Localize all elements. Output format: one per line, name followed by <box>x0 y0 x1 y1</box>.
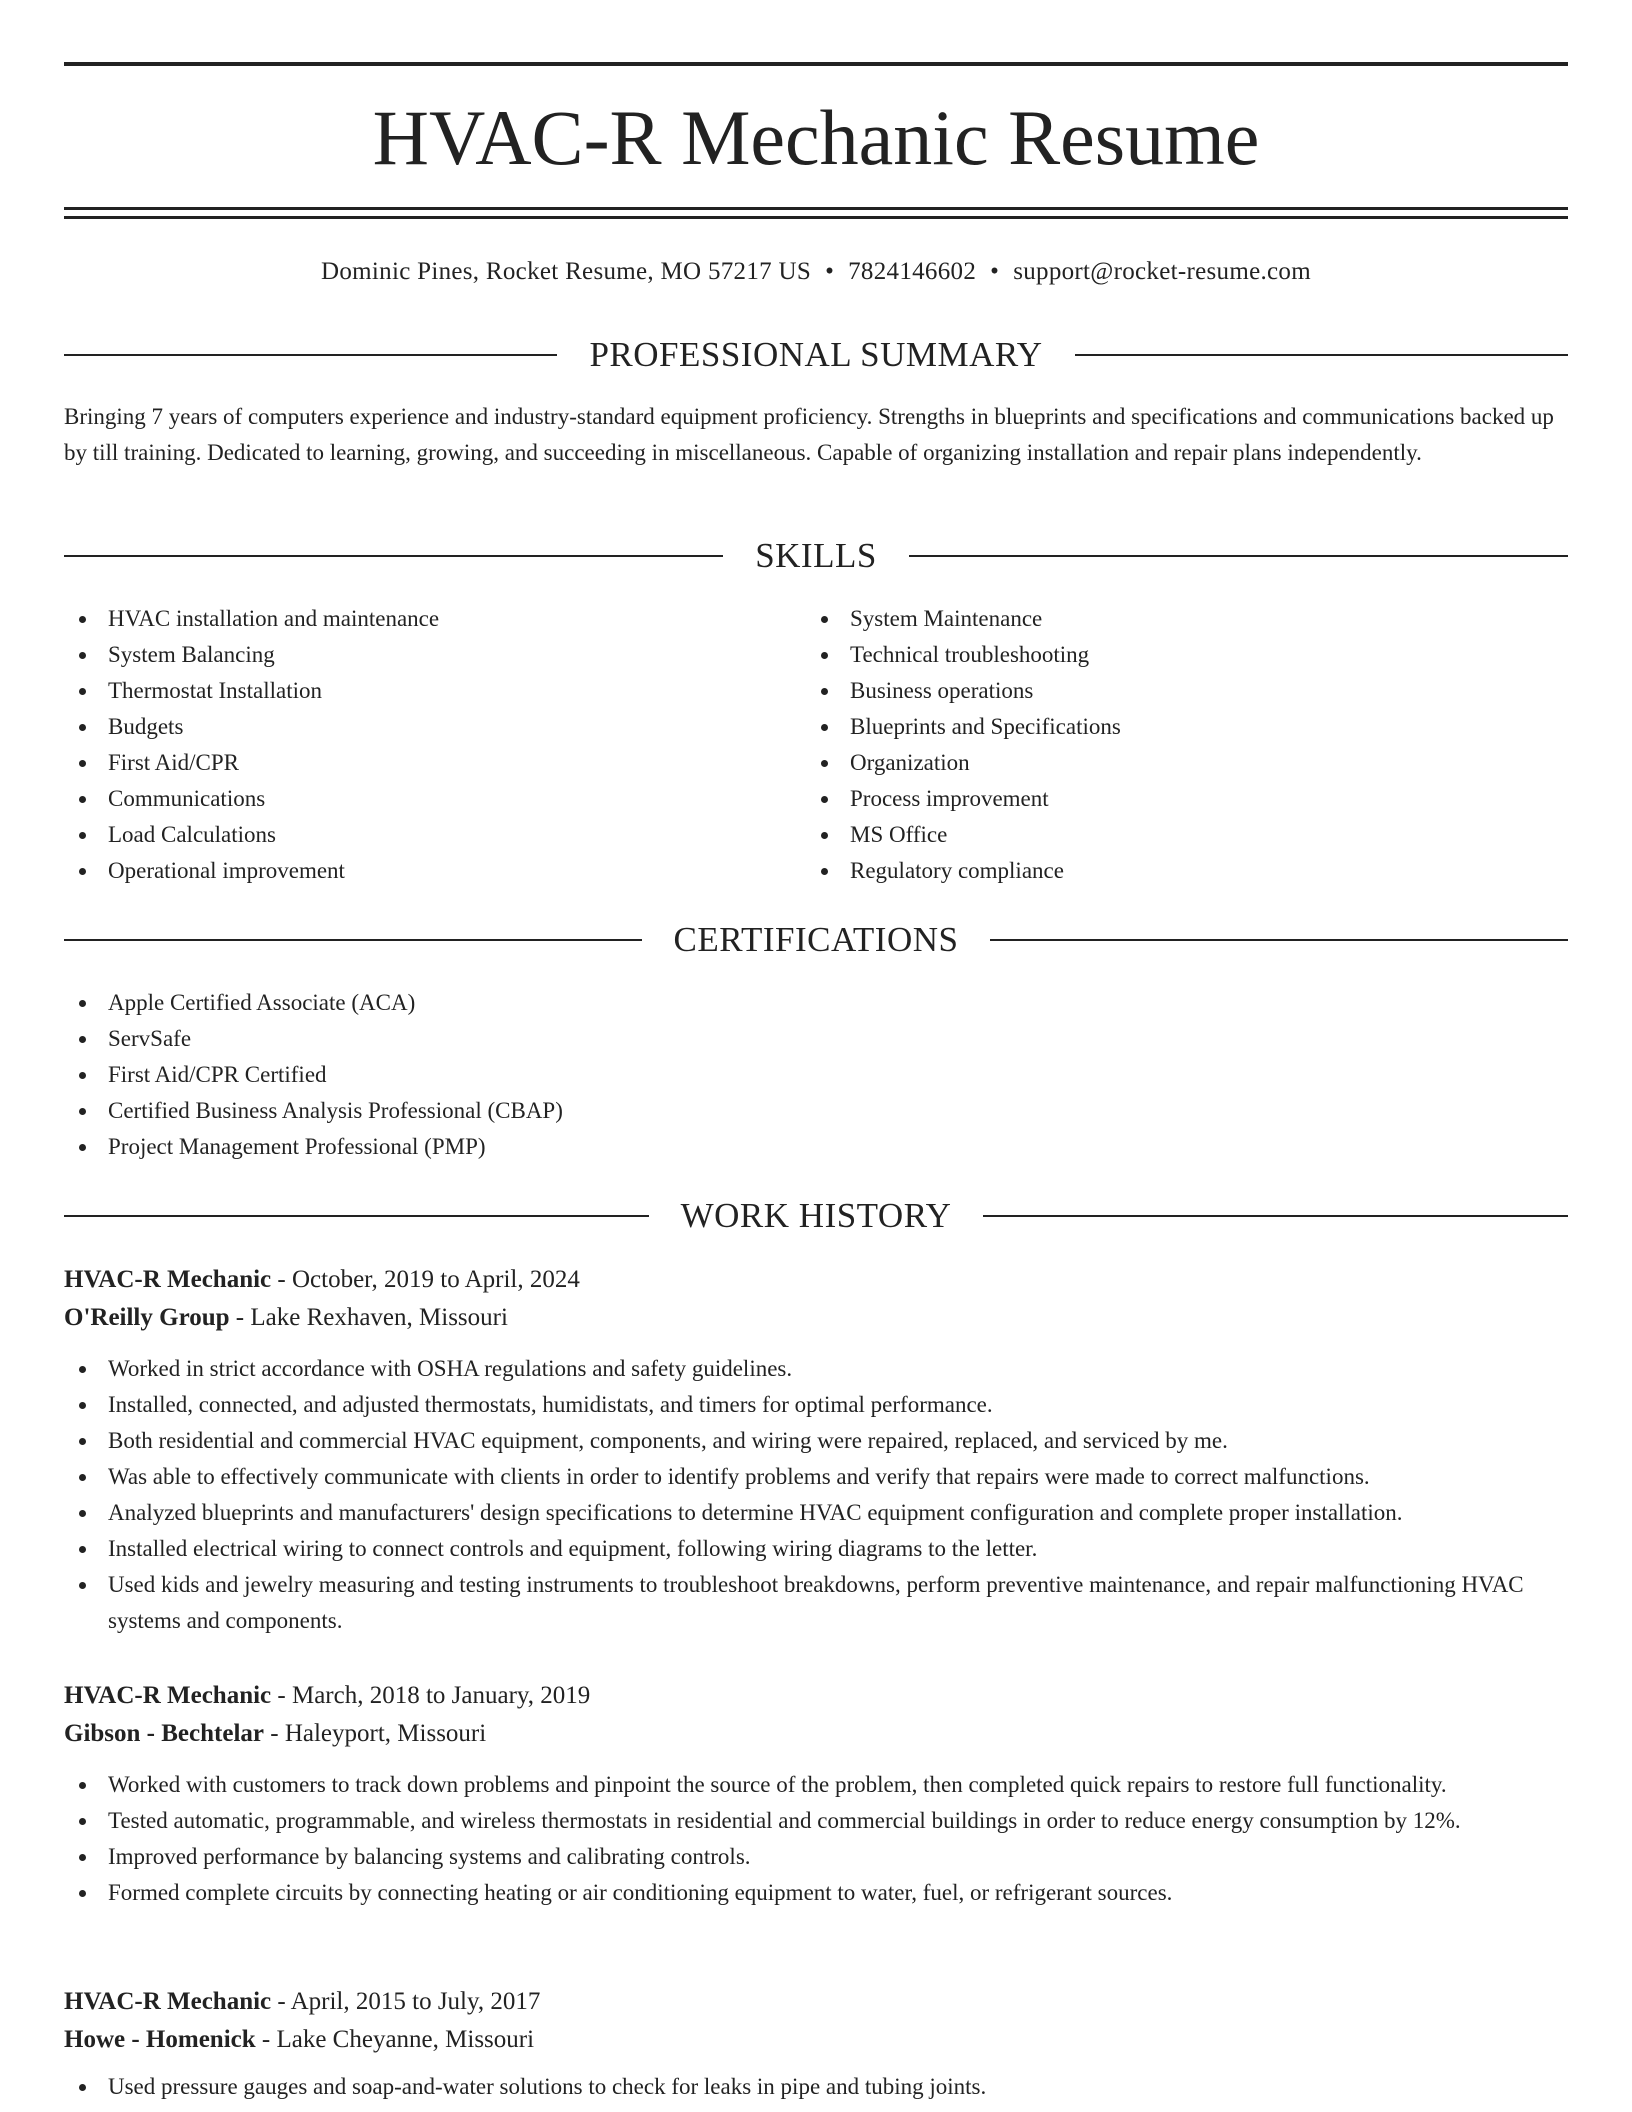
skill-item: Technical troubleshooting <box>806 637 1566 673</box>
job-location: - Haleyport, Missouri <box>264 1720 487 1747</box>
skills-heading-label: SKILLS <box>755 536 877 575</box>
summary-heading-label: PROFESSIONAL SUMMARY <box>589 335 1043 374</box>
heading-rule-right <box>990 939 1568 941</box>
contact-phone: 7824146602 <box>848 258 977 285</box>
job-duty: Formed complete circuits by connecting heating or air conditioning equipment to water, fuel, or refrigerant sources. <box>64 1875 1568 1911</box>
contact-separator: • <box>990 258 1000 285</box>
work-history-heading-label: WORK HISTORY <box>680 1196 952 1235</box>
resume-title: HVAC-R Mechanic Resume <box>372 94 1260 181</box>
skills-list-right <box>806 601 1566 889</box>
job-duty: Used kids and jewelry measuring and testing instruments to troubleshoot breakdowns, perform preventive maintenance, and repair malfunctioning HVAC systems and components. <box>64 1567 1568 1639</box>
job-title-line <box>64 1677 1568 1715</box>
job-duty: Installed electrical wiring to connect controls and equipment, following wiring diagrams to the letter. <box>64 1531 1568 1567</box>
skill-item: Regulatory compliance <box>806 853 1566 889</box>
job-location: - Lake Cheyanne, Missouri <box>255 2026 535 2053</box>
certifications-list <box>64 985 1568 1165</box>
heading-rule-left <box>64 555 723 557</box>
certifications-section-heading <box>64 918 1568 962</box>
skill-item: Operational improvement <box>64 853 804 889</box>
certification-item: ServSafe <box>64 1021 1568 1057</box>
job-dates: - October, 2019 to April, 2024 <box>271 1266 580 1293</box>
skill-item: MS Office <box>806 817 1566 853</box>
skill-item: HVAC installation and maintenance <box>64 601 804 637</box>
job-entry <box>64 1261 1568 1639</box>
job-duties-list <box>64 1351 1568 1639</box>
skill-item: Organization <box>806 745 1566 781</box>
job-company-line <box>64 1299 1568 1337</box>
job-entry <box>64 1983 1568 2105</box>
job-company: Gibson - Bechtelar <box>64 1720 264 1747</box>
certification-item: First Aid/CPR Certified <box>64 1057 1568 1093</box>
certification-item: Apple Certified Associate (ACA) <box>64 985 1568 1021</box>
skills-section-heading <box>64 534 1568 578</box>
job-duty: Installed, connected, and adjusted thermostats, humidistats, and timers for optimal performance. <box>64 1387 1568 1423</box>
certification-item: Certified Business Analysis Professional (CBAP) <box>64 1093 1568 1129</box>
job-duty: Tested automatic, programmable, and wireless thermostats in residential and commercial buildings in order to reduce energy consumption by 12%. <box>64 1803 1568 1839</box>
job-duty: Both residential and commercial HVAC equipment, components, and wiring were repaired, replaced, and serviced by me. <box>64 1423 1568 1459</box>
skill-item: System Balancing <box>64 637 804 673</box>
heading-rule-left <box>64 939 642 941</box>
job-dates: - April, 2015 to July, 2017 <box>271 1988 541 2015</box>
heading-rule-left <box>64 1215 649 1217</box>
skill-item: Process improvement <box>806 781 1566 817</box>
skill-item: Blueprints and Specifications <box>806 709 1566 745</box>
skill-item: Business operations <box>806 673 1566 709</box>
heading-rule-right <box>1075 354 1568 356</box>
certification-item: Project Management Professional (PMP) <box>64 1129 1568 1165</box>
job-dates: - March, 2018 to January, 2019 <box>271 1682 591 1709</box>
job-title-line <box>64 1983 1568 2021</box>
job-duty: Used pressure gauges and soap-and-water solutions to check for leaks in pipe and tubing joints. <box>64 2069 1568 2105</box>
job-title: HVAC-R Mechanic <box>64 1266 272 1293</box>
job-title: HVAC-R Mechanic <box>64 1988 272 2015</box>
title-double-rule-lower <box>64 216 1568 219</box>
job-company: Howe - Homenick <box>64 2026 256 2053</box>
job-duty: Improved performance by balancing systems and calibrating controls. <box>64 1839 1568 1875</box>
title-double-rule-upper <box>64 207 1568 210</box>
heading-rule-right <box>909 555 1568 557</box>
heading-rule-left <box>64 354 557 356</box>
heading-rule-right <box>983 1215 1568 1217</box>
contact-separator: • <box>825 258 835 285</box>
skill-item: Budgets <box>64 709 804 745</box>
skill-item: System Maintenance <box>806 601 1566 637</box>
job-duty: Worked with customers to track down problems and pinpoint the source of the problem, then completed quick repairs to restore full functionality. <box>64 1767 1568 1803</box>
work-history-section-heading <box>64 1194 1568 1238</box>
job-duties-list <box>64 2069 1568 2105</box>
top-rule <box>64 62 1568 66</box>
job-duty: Was able to effectively communicate with clients in order to identify problems and verify that repairs were made to correct malfunctions. <box>64 1459 1568 1495</box>
job-duties-list <box>64 1767 1568 1911</box>
job-company-line <box>64 2021 1568 2059</box>
job-company-line <box>64 1715 1568 1753</box>
skills-list-left <box>64 601 804 889</box>
job-entry <box>64 1677 1568 1911</box>
skill-item: Thermostat Installation <box>64 673 804 709</box>
contact-email: support@rocket-resume.com <box>1013 258 1311 285</box>
job-duty: Analyzed blueprints and manufacturers' design specifications to determine HVAC equipment configuration and complete proper installation. <box>64 1495 1568 1531</box>
summary-section-heading <box>64 333 1568 377</box>
skill-item: Load Calculations <box>64 817 804 853</box>
skill-item: Communications <box>64 781 804 817</box>
summary-text: Bringing 7 years of computers experience and industry-standard equipment proficiency. Strengths in blueprints and specifications and communications backed up by till training. Dedicated to learning, growing, and succeeding in miscellaneous. Capable of organizing installation and repair plans independently. <box>64 404 1554 465</box>
job-company: O'Reilly Group <box>64 1304 230 1331</box>
skill-item: First Aid/CPR <box>64 745 804 781</box>
certifications-heading-label: CERTIFICATIONS <box>673 920 959 959</box>
job-title-line <box>64 1261 1568 1299</box>
job-duty: Worked in strict accordance with OSHA regulations and safety guidelines. <box>64 1351 1568 1387</box>
job-title: HVAC-R Mechanic <box>64 1682 272 1709</box>
job-location: - Lake Rexhaven, Missouri <box>229 1304 508 1331</box>
contact-line <box>64 255 1568 289</box>
contact-address: Dominic Pines, Rocket Resume, MO 57217 US <box>321 258 812 285</box>
